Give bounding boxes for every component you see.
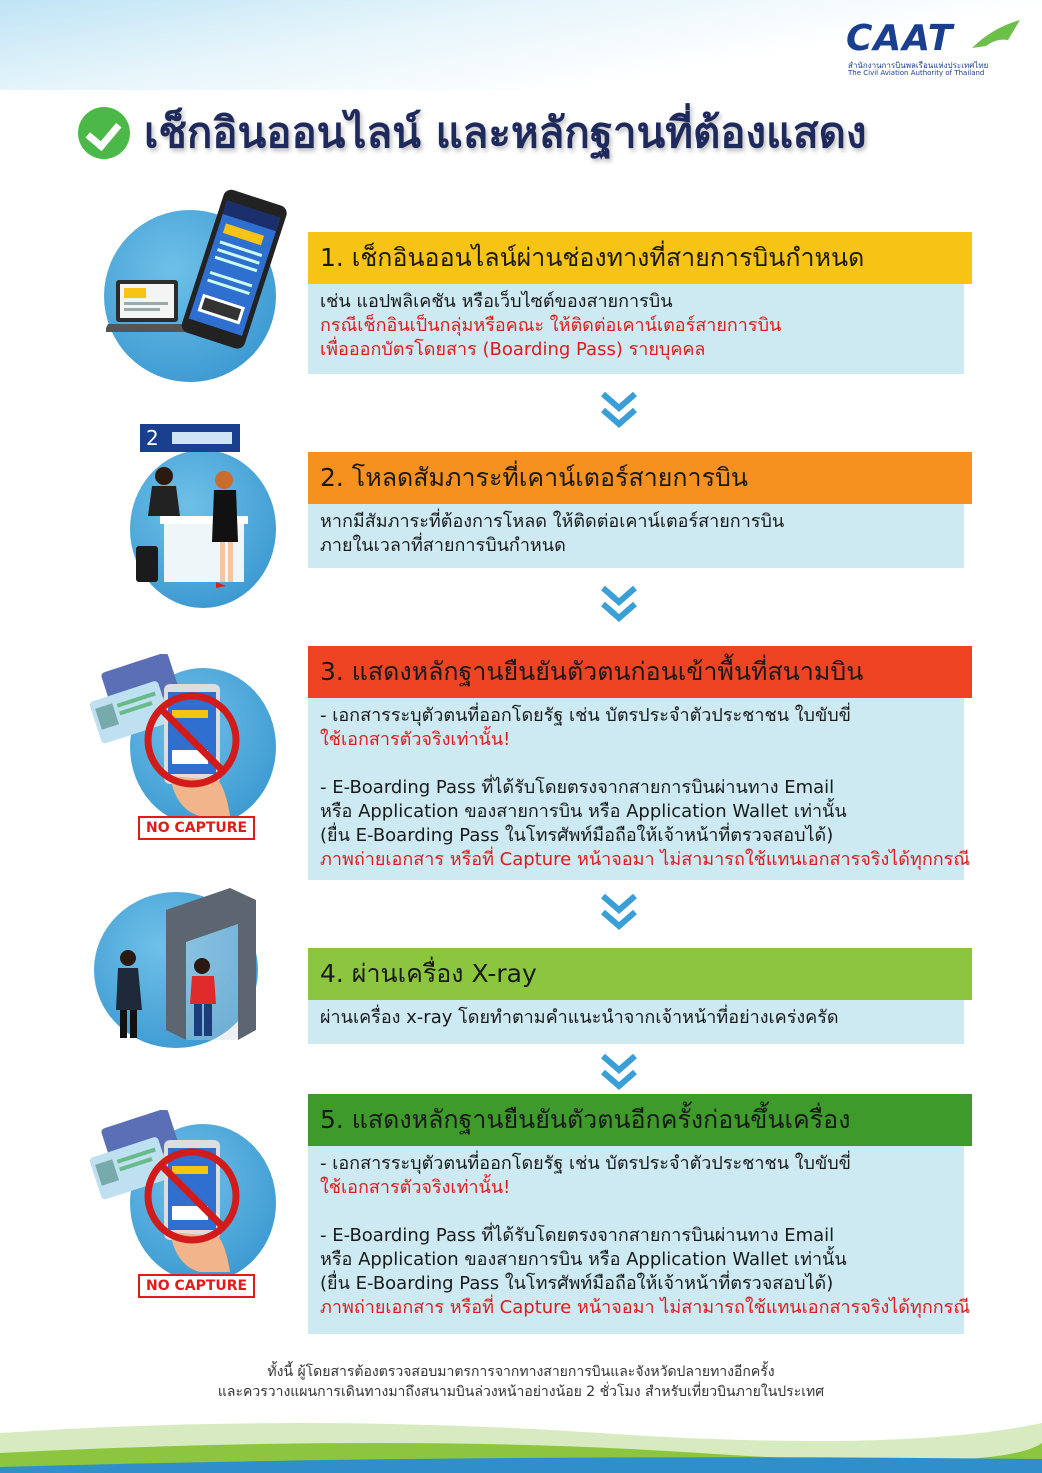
step-4-card	[308, 948, 972, 1044]
step-3-body	[308, 698, 971, 880]
phone-no-capture-icon	[130, 1136, 260, 1276]
logo-swoosh-icon	[962, 18, 1022, 58]
counter-number: 2	[146, 426, 159, 450]
footer-wave-decoration	[0, 1393, 1042, 1473]
chevron-down-icon	[600, 390, 638, 430]
no-capture-badge: NO CAPTURE	[138, 1274, 255, 1298]
step-1-line-2: กรณีเช็กอินเป็นกลุ่มหรือคณะ ให้ติดต่อเคาน์เตอร์สายการบิน	[320, 315, 782, 336]
step-5-line-1: - เอกสารระบุตัวตนที่ออกโดยรัฐ เช่น บัตรประจำตัวประชาชน ใบขับขี่	[320, 1153, 851, 1174]
footer-line-1: ทั้งนี้ ผู้โดยสารต้องตรวจสอบมาตรการจากทางสายการบินและจังหวัดปลายทางอีกครั้ง	[267, 1364, 775, 1380]
check-icon	[78, 107, 130, 159]
step-5-line-4: หรือ Application ของสายการบิน หรือ Application Wallet เท่านั้น	[320, 1249, 847, 1270]
step-5-card	[308, 1094, 972, 1334]
step-3-line-1: - เอกสารระบุตัวตนที่ออกโดยรัฐ เช่น บัตรประจำตัวประชาชน ใบขับขี่	[320, 705, 851, 726]
illustration-baggage-counter	[124, 422, 284, 612]
chevron-down-icon	[600, 584, 638, 624]
step-3-card	[308, 646, 972, 880]
step-2-body	[308, 504, 964, 568]
step-3-heading: 3. แสดงหลักฐานยืนยันตัวตนก่อนเข้าพื้นที่สนามบิน	[308, 646, 972, 698]
step-1-heading: 1. เช็กอินออนไลน์ผ่านช่องทางที่สายการบินกำหนด	[308, 232, 972, 284]
chevron-down-icon	[600, 1052, 638, 1092]
step-5-heading: 5. แสดงหลักฐานยืนยันตัวตนอีกครั้งก่อนขึ้นเครื่อง	[308, 1094, 972, 1146]
step-2-line-1: หากมีสัมภาระที่ต้องการโหลด ให้ติดต่อเคาน์เตอร์สายการบิน	[320, 511, 785, 532]
no-capture-badge: NO CAPTURE	[138, 816, 255, 840]
step-4-heading: 4. ผ่านเครื่อง X-ray	[308, 948, 972, 1000]
illustration-no-capture-2	[80, 1106, 280, 1306]
step-1-line-3: เพื่อออกบัตรโดยสาร (Boarding Pass) รายบุคคล	[320, 339, 706, 360]
step-3-line-4: หรือ Application ของสายการบิน หรือ Application Wallet เท่านั้น	[320, 801, 847, 822]
step-4-line-1: ผ่านเครื่อง x-ray โดยทำตามคำแนะนำจากเจ้าหน้าที่อย่างเคร่งครัด	[320, 1007, 839, 1028]
step-1-card	[308, 232, 972, 374]
logo-english-name: The Civil Aviation Authority of Thailand	[848, 69, 985, 77]
logo-wordmark: CAAT	[846, 18, 954, 59]
counter-staff-icon	[124, 462, 284, 612]
step-3-line-6: ภาพถ่ายเอกสาร หรือที่ Capture หน้าจอมา ไม่สามารถใช้แทนเอกสารจริงได้ทุกกรณี	[320, 849, 971, 870]
step-5-line-5: (ยื่น E-Boarding Pass ในโทรศัพท์มือถือให้เจ้าหน้าที่ตรวจสอบได้)	[320, 1273, 834, 1294]
xray-gate-icon	[90, 880, 270, 1050]
page-title: เช็กอินออนไลน์ และหลักฐานที่ต้องแสดง	[144, 108, 867, 157]
chevron-down-icon	[600, 892, 638, 932]
footer-line-2: และควรวางแผนการเดินทางมาถึงสนามบินล่วงหน้าอย่างน้อย 2 ชั่วโมง สำหรับเที่ยวบินภายในประเทศ	[217, 1384, 825, 1400]
illustration-online-checkin	[100, 188, 290, 388]
step-3-line-5: (ยื่น E-Boarding Pass ในโทรศัพท์มือถือให้เจ้าหน้าที่ตรวจสอบได้)	[320, 825, 834, 846]
step-1-line-1: เช่น แอปพลิเคชัน หรือเว็บไซต์ของสายการบิน	[320, 291, 673, 312]
smartphone-icon	[178, 188, 288, 358]
step-2-card	[308, 452, 972, 568]
counter-sign	[140, 424, 240, 452]
illustration-no-capture-1	[80, 650, 280, 850]
title-row	[78, 100, 866, 166]
step-5-line-3: - E-Boarding Pass ที่ได้รับโดยตรงจากสายการบินผ่านทาง Email	[320, 1225, 835, 1246]
step-2-line-2: ภายในเวลาที่สายการบินกำหนด	[320, 535, 566, 556]
step-5-line-6: ภาพถ่ายเอกสาร หรือที่ Capture หน้าจอมา ไม่สามารถใช้แทนเอกสารจริงได้ทุกกรณี	[320, 1297, 971, 1318]
caat-logo	[842, 18, 1022, 80]
illustration-xray-gate	[90, 880, 270, 1050]
step-4-body	[308, 1000, 964, 1044]
step-2-heading: 2. โหลดสัมภาระที่เคาน์เตอร์สายการบิน	[308, 452, 972, 504]
step-5-line-2: ใช้เอกสารตัวจริงเท่านั้น!	[320, 1177, 511, 1198]
step-5-body	[308, 1146, 971, 1334]
phone-no-capture-icon	[130, 680, 260, 820]
step-3-line-3: - E-Boarding Pass ที่ได้รับโดยตรงจากสายการบินผ่านทาง Email	[320, 777, 835, 798]
step-3-line-2: ใช้เอกสารตัวจริงเท่านั้น!	[320, 729, 511, 750]
logo-thai-name: สำนักงานการบินพลเรือนแห่งประเทศไทย	[848, 61, 989, 70]
step-1-body	[308, 284, 964, 374]
